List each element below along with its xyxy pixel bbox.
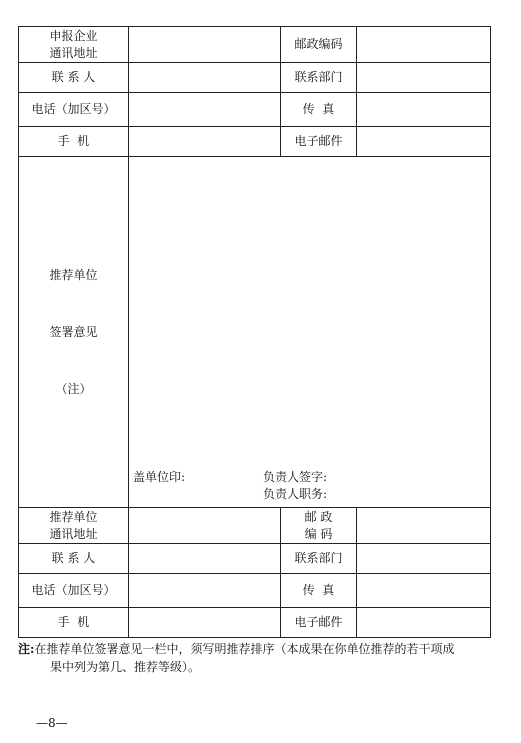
applicant-fax-field[interactable]: [357, 93, 491, 127]
recommender-postcode-label-line2: 编 码: [304, 526, 333, 541]
recommender-dept-field[interactable]: [357, 544, 491, 574]
opinion-label-line1: 推荐单位: [49, 267, 98, 282]
applicant-mobile-field[interactable]: [129, 127, 281, 157]
applicant-dept-label: 联系部门: [281, 63, 357, 93]
opinion-label-line2: 签署意见: [49, 324, 98, 339]
applicant-mobile-row: [19, 127, 491, 157]
opinion-label-line3: （注）: [55, 381, 92, 396]
recommender-postcode-label: [281, 508, 357, 544]
applicant-phone-field[interactable]: [129, 93, 281, 127]
footnote-lead: 注:: [18, 642, 35, 656]
recommender-contact-label: 联 系 人: [19, 544, 129, 574]
application-form-table: [18, 26, 491, 638]
opinion-label: [19, 157, 129, 508]
signature-label: 负责人签字:: [263, 470, 328, 484]
seal-label: 盖单位印:: [133, 470, 186, 484]
applicant-fax-label: 传 真: [281, 93, 357, 127]
recommender-contact-row: [19, 544, 491, 574]
applicant-address-label-line1: 申报企业: [49, 28, 98, 43]
recommender-phone-row: [19, 574, 491, 608]
applicant-contact-field[interactable]: [129, 63, 281, 93]
recommender-fax-field[interactable]: [357, 574, 491, 608]
applicant-postcode-field[interactable]: [357, 27, 491, 63]
recommender-address-label-line1: 推荐单位: [49, 509, 98, 524]
applicant-email-label: 电子邮件: [281, 127, 357, 157]
footnote-line2: 果中列为第几、推荐等级）。: [50, 660, 201, 674]
applicant-dept-field[interactable]: [357, 63, 491, 93]
footnote: [18, 640, 496, 676]
footnote-text1: 在推荐单位签署意见一栏中，须写明推荐排序（本成果在你单位推荐的若干项成: [34, 642, 455, 656]
recommender-dept-label: 联系部门: [281, 544, 357, 574]
recommender-address-label: [19, 508, 129, 544]
applicant-address-label-line2: 通讯地址: [49, 45, 98, 60]
applicant-postcode-label: 邮政编码: [281, 27, 357, 63]
recommender-address-label-line2: 通讯地址: [49, 526, 98, 541]
applicant-contact-label: 联 系 人: [19, 63, 129, 93]
signature-area: [133, 469, 483, 505]
recommender-phone-label: 电话（加区号）: [19, 574, 129, 608]
applicant-phone-label: 电话（加区号）: [19, 93, 129, 127]
recommender-mobile-field[interactable]: [129, 608, 281, 638]
footnote-line1: [18, 640, 496, 658]
recommender-mobile-row: [19, 608, 491, 638]
recommender-contact-field[interactable]: [129, 544, 281, 574]
applicant-address-label: [19, 27, 129, 63]
recommender-postcode-field[interactable]: [357, 508, 491, 544]
recommender-mobile-label: 手 机: [19, 608, 129, 638]
position-label: 负责人职务:: [263, 487, 328, 501]
recommender-fax-label: 传 真: [281, 574, 357, 608]
recommender-postcode-label-line1: 邮 政: [304, 509, 333, 524]
applicant-contact-row: [19, 63, 491, 93]
recommender-email-label: 电子邮件: [281, 608, 357, 638]
applicant-mobile-label: 手 机: [19, 127, 129, 157]
recommender-phone-field[interactable]: [129, 574, 281, 608]
recommender-email-field[interactable]: [357, 608, 491, 638]
opinion-field[interactable]: [129, 157, 491, 508]
page-number: —8—: [36, 716, 68, 730]
recommender-address-field[interactable]: [129, 508, 281, 544]
applicant-email-field[interactable]: [357, 127, 491, 157]
recommender-address-row: [19, 508, 491, 544]
opinion-row: [19, 157, 491, 508]
applicant-address-field[interactable]: [129, 27, 281, 63]
applicant-phone-row: [19, 93, 491, 127]
applicant-address-row: [19, 27, 491, 63]
